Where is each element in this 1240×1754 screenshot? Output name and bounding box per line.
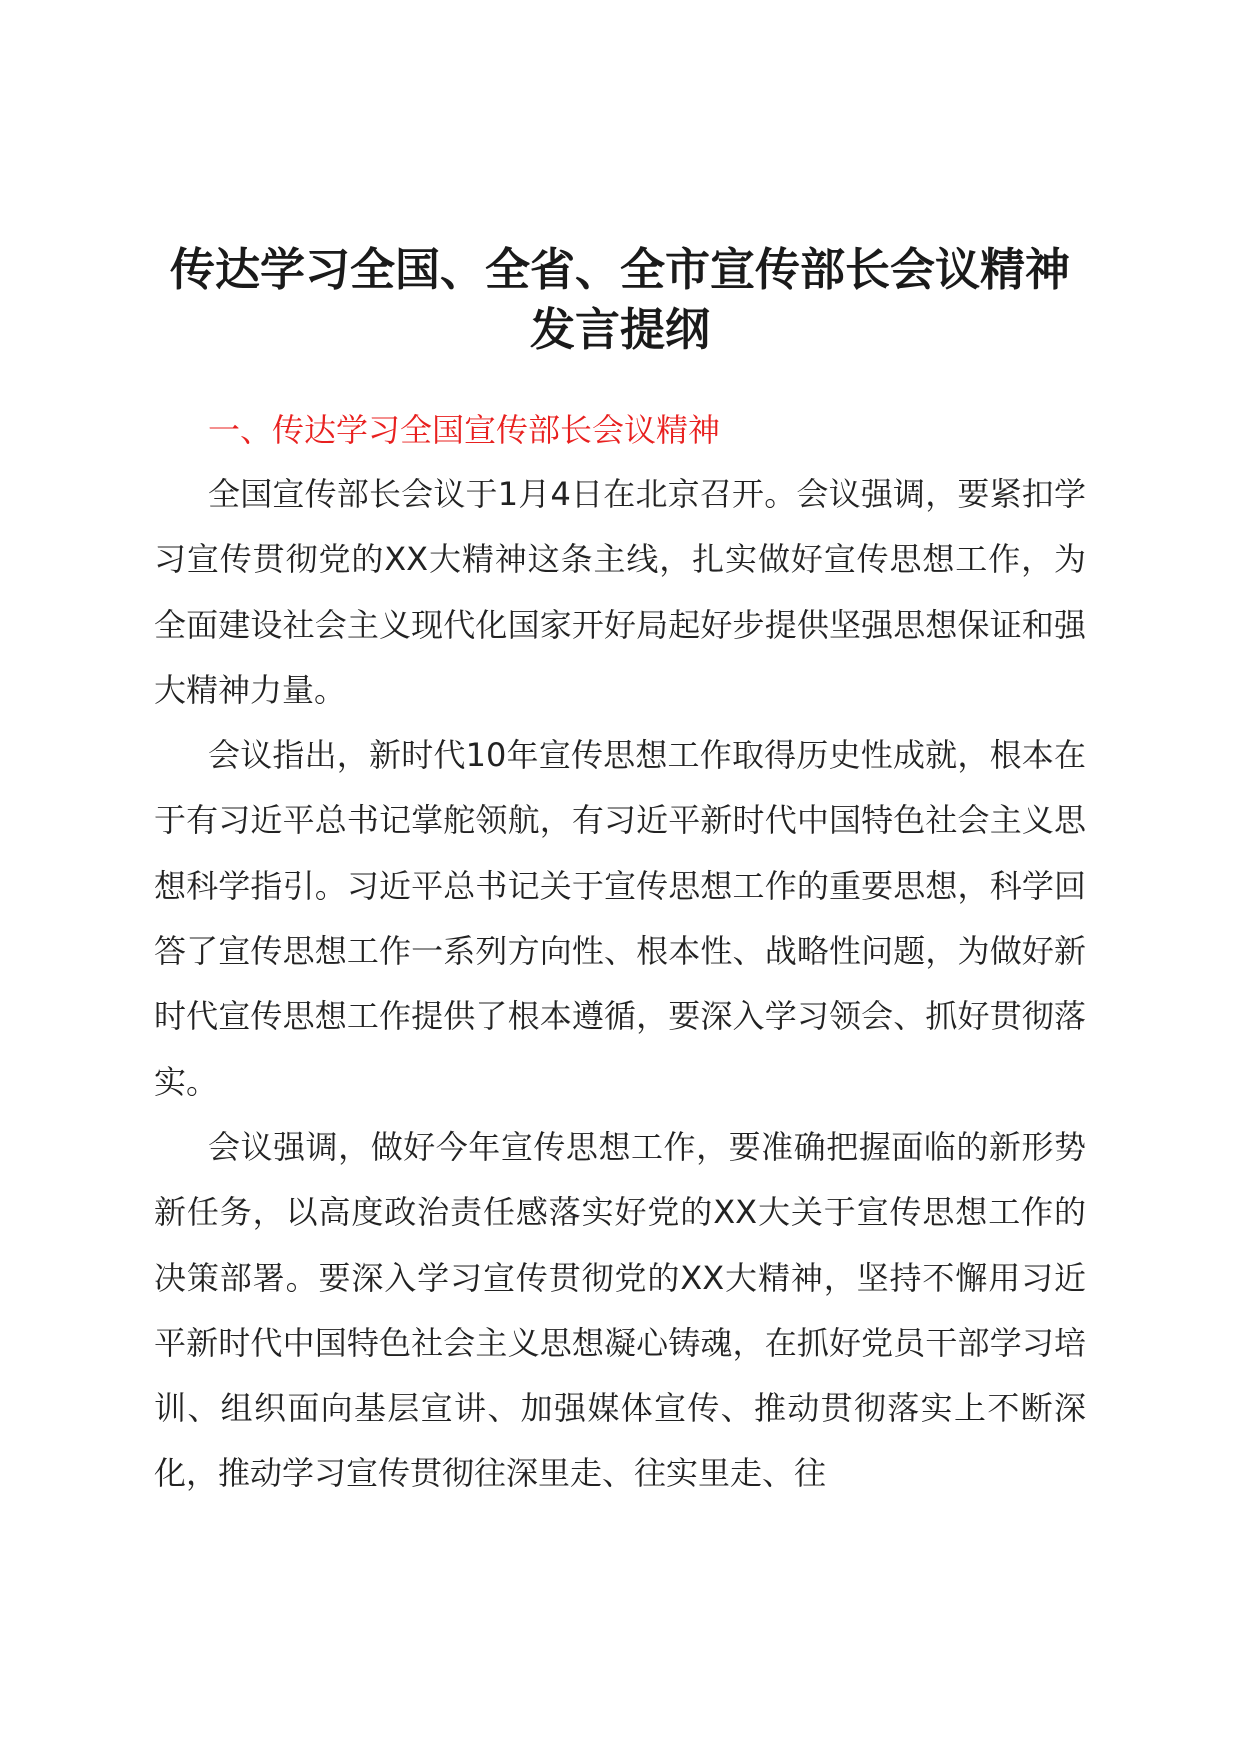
- paragraph-3: 会议强调，做好今年宣传思想工作，要准确把握面临的新形势新任务，以高度政治责任感落实好党的XX大关于宣传思想工作的决策部署。要深入学习宣传贯彻党的XX大精神，坚持不懈用习近平新时代中国特色社会主义思想凝心铸魂，在抓好党员干部学习培训、组织面向基层宣讲、加强媒体宣传、推动贯彻落实上不断深化，推动学习宣传贯彻往深里走、往实里走、往: [154, 1127, 1086, 1493]
- paragraph-2: 会议指出，新时代10年宣传思想工作取得历史性成就，根本在于有习近平总书记掌舵领航，有习近平新时代中国特色社会主义思想科学指引。习近平总书记关于宣传思想工作的重要思想，科学回答了宣传思想工作一系列方向性、根本性、战略性问题，为做好新时代宣传思想工作提供了根本遵循，要深入学习领会、抓好贯彻落实。: [154, 736, 1086, 1101]
- paragraph-1: 全国宣传部长会议于1月4日在北京召开。会议强调，要紧扣学习宣传贯彻党的XX大精神这条主线，扎实做好宣传思想工作，为全面建设社会主义现代化国家开好局起好步提供坚强思想保证和强大精神力量。: [154, 475, 1086, 709]
- document-body: [154, 462, 1086, 1507]
- section-heading: 一、传达学习全国宣传部长会议精神: [208, 411, 721, 449]
- title-line-2: 发言提纲: [529, 303, 710, 356]
- document-title: [154, 240, 1086, 360]
- title-line-1: 传达学习全国、全省、全市宣传部长会议精神: [169, 243, 1070, 296]
